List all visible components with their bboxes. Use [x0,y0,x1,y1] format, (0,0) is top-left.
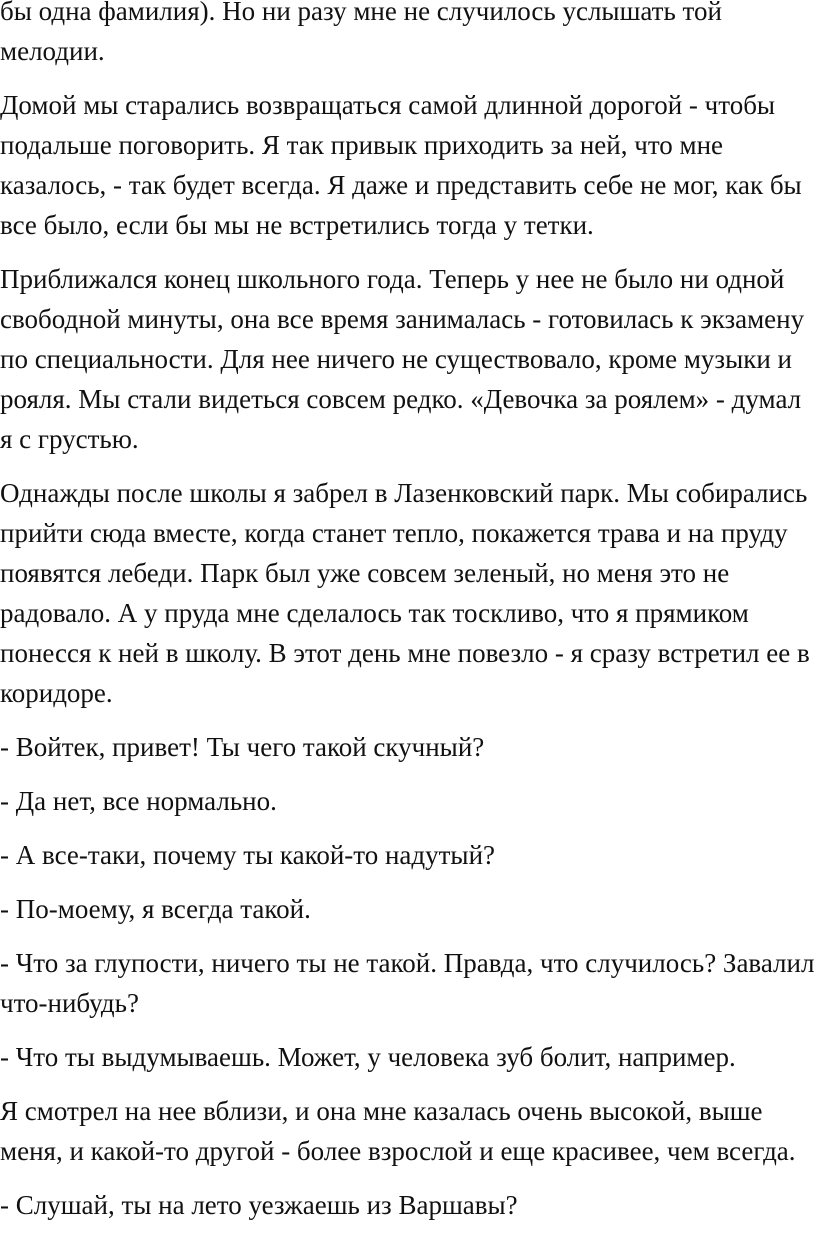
dialogue-line-6: - Что ты выдумываешь. Может, у человека зуб болит, например. [0,1042,736,1072]
dialogue-line-5: - Что за глупости, ничего ты не такой. Правда, что случилось? Завалил что-нибудь? [0,948,815,1018]
dialogue-line-4: - По-моему, я всегда такой. [0,894,311,924]
dialogue-line-7: - Слушай, ты на лето уезжаешь из Варшавы? [0,1190,518,1220]
paragraph-1: бы одна фамилия). Но ни разу мне не случилось услышать той мелодии. [0,0,722,66]
dialogue-line-2: - Да нет, все нормально. [0,786,277,816]
dialogue-line-1: - Войтек, привет! Ты чего такой скучный? [0,732,485,762]
dialogue-line-3: - А все-таки, почему ты какой-то надутый? [0,840,496,870]
paragraph-4: Однажды после школы я забрел в Лазенковский парк. Мы собирались прийти сюда вместе, когда станет тепло, покажется трава и на пруду появятся лебеди. Парк был уже совсем зеленый, но меня это не радовало. А у пруда мне сделалось так тоскливо, что я прямиком понесся к ней в школу. В этот день мне повезло - я сразу встретил ее в коридоре. [0,478,810,708]
paragraph-3: Приближался конец школьного года. Теперь у нее не было ни одной свободной минуты, она все время занималась - готовилась к экзамену по специальности. Для нее ничего не существовало, кроме музыки и рояля. Мы стали видеться совсем редко. «Девочка за роялем» - думал я с грустью. [0,264,805,454]
paragraph-5: Я смотрел на нее вблизи, и она мне казалась очень высокой, выше меня, и какой-то другой - более взрослой и еще красивее, чем всегда. [0,1096,796,1166]
paragraph-2: Домой мы старались возвращаться самой длинной дорогой - чтобы подальше поговорить. Я так привык приходить за ней, что мне казалось, - так будет всегда. Я даже и представить себе не мог, как бы все было, если бы мы не встретились тогда у тетки. [0,90,802,240]
